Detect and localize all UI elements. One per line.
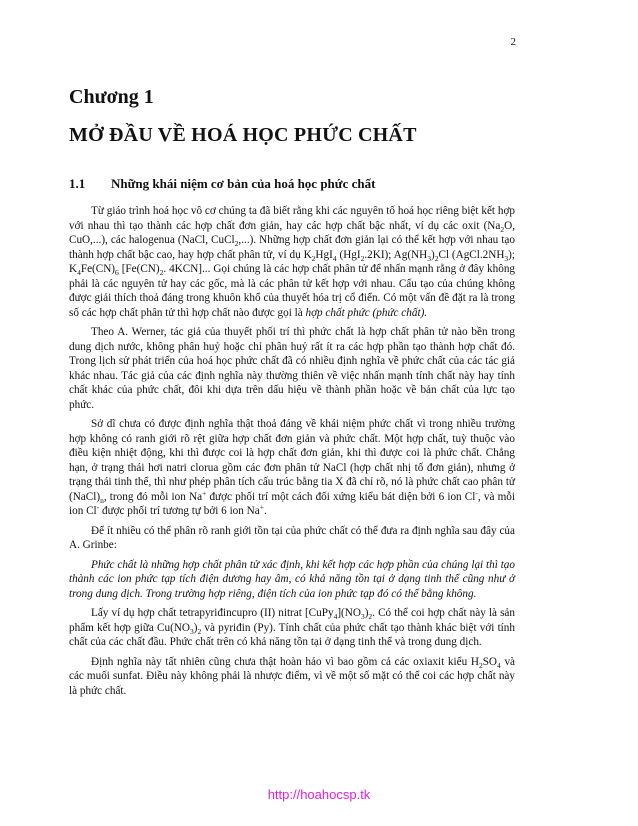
page-number: 2 xyxy=(510,36,516,48)
footer-link[interactable]: http://hoahocsp.tk xyxy=(267,787,371,802)
section-title: Những khái niệm cơ bản của hoá học phức chất xyxy=(111,176,376,191)
paragraph-5-definition: Phức chất là những hợp chất phân tử xác định, khi kết hợp các hợp phần của chúng lại thì tạo thành các ion phức tạp tích điện dương hay âm, có khả năng tồn tại ở dạng tinh thể cũng như ở trong dung dịch. Trong trường hợp riêng, điện tích của ion phức tạp đó có thể bằng không. xyxy=(69,558,515,600)
body-text xyxy=(69,204,515,703)
paragraph-4: Để ít nhiều có thể phân rõ ranh giới tồn tại của phức chất có thể đưa ra định nghĩa sau đây của A. Grinbe: xyxy=(69,524,515,551)
paragraph-2: Theo A. Werner, tác giả của thuyết phối trí thì phức chất là hợp chất phân tử nào bền trong dung dịch nước, không phân huỷ hoặc chỉ phân huỷ rất ít ra các hợp phần tạo thành hợp chất đó. Trong lịch sử phát triển của hoá học phức chất đã có nhiều định nghĩa về phức chất của các tác giả khác nhau. Tác giả của các định nghĩa này thường thiên về việc nhấn mạnh tính chất này hay tính chất khác của phức chất, đôi khi dựa trên dấu hiệu về thành phần hoặc về bản chất của lực tạo phức. xyxy=(69,326,515,411)
section-heading xyxy=(69,176,375,192)
chapter-label: Chương 1 xyxy=(69,86,154,108)
paragraph-7: Định nghĩa này tất nhiên cũng chưa thật hoàn hảo vì bao gồm cả các oxiaxit kiểu $H_2SO_4$ và các muối sunfat. Điều này không phải là nhược điểm, vì về một số mặt có thể coi các hợp chất này là phức chất. xyxy=(69,655,516,697)
paragraph-1: Từ giáo trình hoá học vô cơ chúng ta đã biết rằng khi các nguyên tố hoá học riêng biệt kết hợp với nhau thì tạo thành các hợp chất đơn giản, hay các hợp chất bậc nhất, ví dụ các oxit ($Na_2O$, CuO,...), các halogenua (NaCl, CuCl$_2$,...). Những hợp chất đơn giản lại có thể kết hợp với nhau tạo thành hợp chất bậc cao, hay hợp chất phân tử, ví dụ $K_2HgI_4$ (HgI$_2$.2KI); $Ag(NH_3)_2Cl$ $(AgCl.2NH_3)$; $K_4Fe(CN)_6$ [$Fe(CN)_2$. 4KCN]... Gọi chúng là các hợp chất phân tử để nhấn mạnh rằng ở đây không phải là các nguyên tử hay các gốc, mà là các phân tử kết hợp với nhau. Cấu tạo của chúng không được giải thích thoả đáng trong khuôn khổ của thuyết hóa trị cổ điển. Có một vấn đề đặt ra là trong số các hợp chất phân tử thì hợp chất nào được gọi là hợp chất phức (phức chất). xyxy=(69,205,516,319)
paragraph-3: Sở dĩ chưa có được định nghĩa thật thoả đáng về khái niệm phức chất vì trong nhiều trường hợp không có ranh giới rõ rệt giữa hợp chất đơn giản và phức chất. Một hợp chất, tuỳ thuộc vào điều kiện nhiệt động, khi thì được coi là hợp chất đơn giản, khi thì được coi là phức chất. Chẳng hạn, ở trạng thái hơi natri clorua gồm các đơn phân tử NaCl (hợp chất nhị tố đơn giản), nhưng ở trạng thái tinh thể, thì như phép phân tích cấu trúc bằng tia X đã chỉ rõ, nó là phức chất cao phân tử $(NaCl)_n$, trong đó mỗi ion Na+ được phối trí một cách đối xứng kiểu bát diện bởi 6 ion Cl-, và mỗi ion Cl- được phối trí tương tự bởi 6 ion Na+. xyxy=(69,418,515,517)
paragraph-6: Lấy ví dụ hợp chất tetrapyriđincupro (II) nitrat $[CuPy_4](NO_3)_2$. Có thể coi hợp chất này là sản phẩm kết hợp giữa $Cu(NO_3)_2$ và pyriđin (Py). Tính chất của phức chất tạo thành khác biệt với tính chất của các chất đầu. Phức chất trên có khả năng tồn tại ở dạng tinh thể và trong dung dịch. xyxy=(69,607,515,648)
part-title: MỞ ĐẦU VỀ HOÁ HỌC PHỨC CHẤT xyxy=(69,124,417,146)
section-number: 1.1 xyxy=(69,176,86,191)
